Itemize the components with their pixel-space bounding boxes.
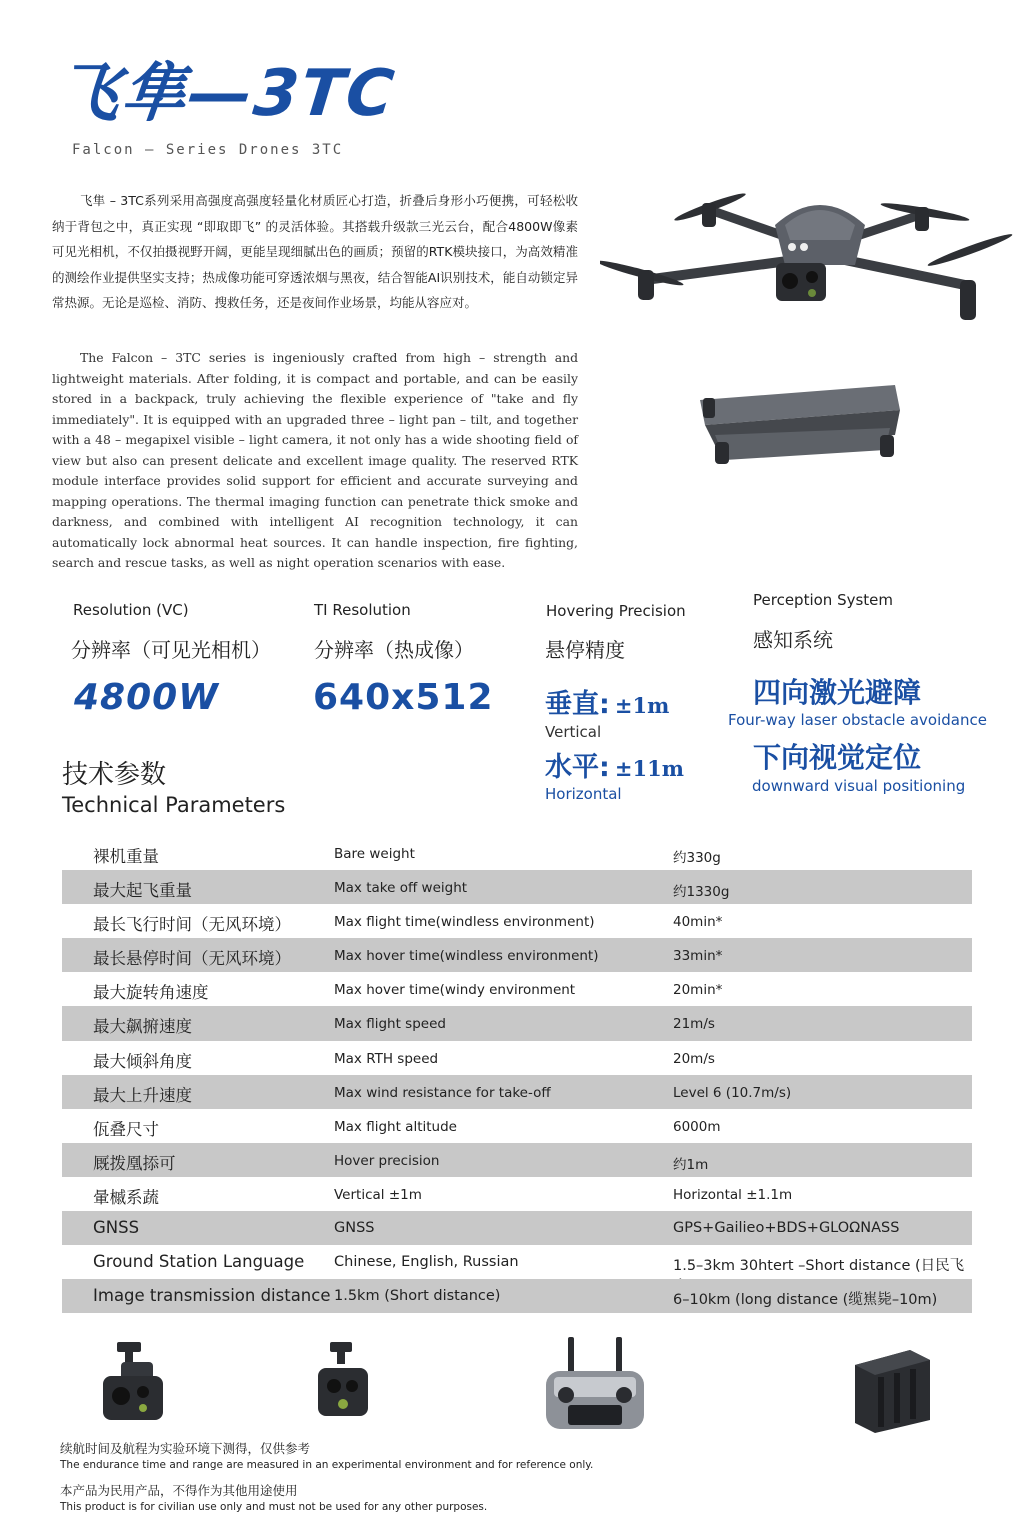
spec-name-zh: 厩拨凰掭可 bbox=[93, 1153, 176, 1173]
spec-name-en: 1.5km (Short distance) bbox=[334, 1288, 501, 1305]
gimbal-camera-small-icon bbox=[308, 1340, 378, 1425]
spec-value: 约1m bbox=[673, 1156, 709, 1173]
spec-name-en: Vertical ±1m bbox=[334, 1186, 422, 1203]
gimbal-camera-icon bbox=[95, 1340, 175, 1425]
spec-name-zh: 最大飙捬速度 bbox=[93, 1017, 192, 1037]
spec-name-en: Max hover time(windless environment) bbox=[334, 948, 599, 965]
spec-name-en: Chinese, English, Russian bbox=[334, 1254, 519, 1271]
spec-value: 20min* bbox=[673, 982, 723, 999]
spec-name-zh: 最大旋转角速度 bbox=[93, 983, 209, 1003]
battery-pack-icon bbox=[850, 1345, 940, 1435]
spec-name-zh: Image transmission distance bbox=[93, 1286, 331, 1306]
spec-name-zh: 最大上升速度 bbox=[93, 1085, 192, 1105]
spec-name-zh: GNSS bbox=[93, 1218, 140, 1238]
tech-title-en: Technical Parameters bbox=[62, 793, 286, 817]
vertical-value: ±1m bbox=[614, 693, 670, 718]
spec-name-zh: 裸机重量 bbox=[93, 847, 159, 866]
drone-folded-icon bbox=[695, 380, 915, 470]
spec-name-zh: 最长飞行时间（无风环境） bbox=[93, 915, 291, 935]
civilian-note-zh: 本产品为民用产品，不得作为其他用途使用 bbox=[60, 1483, 298, 1498]
spec-name-en: Max flight speed bbox=[334, 1016, 446, 1033]
table-row bbox=[62, 972, 972, 1006]
spec-value: Level 6 (10.7m/s) bbox=[673, 1084, 792, 1101]
table-row bbox=[62, 904, 972, 938]
table-row bbox=[62, 1041, 972, 1075]
table-row bbox=[62, 1177, 972, 1211]
laser-avoidance-en: Four-way laser obstacle avoidance bbox=[728, 711, 987, 729]
remote-controller-icon bbox=[540, 1335, 650, 1435]
drone-unfolded-icon bbox=[600, 185, 1020, 335]
spec-name-zh: 最长悬停时间（无风环境） bbox=[93, 949, 291, 969]
table-row bbox=[62, 1211, 972, 1245]
resolution-vc-label-en: Resolution (VC) bbox=[73, 601, 189, 619]
hovering-label-zh: 悬停精度 bbox=[545, 638, 625, 662]
spec-name-zh: 最大倾斜角度 bbox=[93, 1051, 192, 1071]
intro-chinese: 飞隼 – 3TC系列采用高强度高强度轻量化材质匠心打造，折叠后身形小巧便携，可轻松收纳于背包之中，真正实现 “即取即飞” 的灵活体验。其搭载升级款三光云台，配合4800W像素可见光相机，不仅拍摄视野开阔，更能呈现细腻出色的画质；预留的RTK模块接口，为高效精准的测绘作业提供坚实支持；热成像功能可穿透浓烟与黑夜，结合智能AI识别技术，能自动锁定异常热源。无论是巡检、消防、搜救任务，还是夜间作业场景，均能从容应对。 bbox=[52, 193, 578, 311]
horizontal-label-zh: 水平: bbox=[545, 752, 610, 783]
spec-name-en: Max flight time(windless environment) bbox=[334, 914, 595, 931]
table-row bbox=[62, 1075, 972, 1109]
perception-label-zh: 感知系统 bbox=[753, 628, 833, 652]
brand-title: 飞隼—3TC bbox=[52, 57, 400, 131]
table-row bbox=[62, 1279, 972, 1313]
ti-resolution-value: 640x512 bbox=[313, 677, 494, 718]
hovering-vertical bbox=[545, 682, 669, 721]
spec-value: 约1330g bbox=[673, 884, 730, 901]
spec-name-en: Max hover time(windy environment bbox=[334, 982, 576, 999]
visual-positioning-en: downward visual positioning bbox=[752, 777, 966, 795]
spec-name-en: Bare weight bbox=[334, 846, 415, 862]
table-row bbox=[62, 836, 972, 870]
ti-resolution-label-zh: 分辨率（热成像） bbox=[314, 638, 474, 662]
spec-value: 20m/s bbox=[673, 1050, 715, 1067]
spec-value: 33min* bbox=[673, 948, 723, 965]
spec-name-en: GNSS bbox=[334, 1220, 375, 1237]
vertical-label-en: Vertical bbox=[545, 723, 602, 741]
table-row bbox=[62, 1006, 972, 1040]
spec-value: GPS+Gailieo+BDS+GLOΩNASS bbox=[673, 1220, 900, 1237]
spec-table bbox=[62, 836, 972, 1313]
spec-value: 6–10km (long distance (缆嶣毙–10m) bbox=[673, 1292, 938, 1309]
civilian-note-en: This product is for civilian use only and must not be used for any other purposes. bbox=[60, 1501, 488, 1513]
spec-value: 40min* bbox=[673, 914, 723, 931]
spec-name-zh: 佤叠尺寸 bbox=[93, 1119, 159, 1139]
resolution-vc-label-zh: 分辨率（可见光相机） bbox=[71, 638, 271, 662]
spec-value: 6000m bbox=[673, 1118, 721, 1135]
table-row bbox=[62, 870, 972, 904]
spec-name-en: Max wind resistance for take-off bbox=[334, 1084, 551, 1101]
endurance-note-zh: 续航时间及航程为实验环境下测得，仅供参考 bbox=[60, 1441, 311, 1456]
perception-label-en: Perception System bbox=[753, 591, 894, 609]
table-row bbox=[62, 1245, 972, 1279]
spec-value: 1.5–3km 30htert –Short distance (日民飞 bbox=[673, 1258, 965, 1275]
hovering-label-en: Hovering Precision bbox=[546, 602, 686, 620]
spec-name-en: Max flight altitude bbox=[334, 1118, 457, 1135]
spec-value: Horizontal ±1.1m bbox=[673, 1186, 793, 1203]
intro-english: The Falcon – 3TC series is ingeniously crafted from high – strength and lightweight materials. After folding, it is compact and portable, and can be easily stored in a backpack, truly achieving the flexible experience of "take and fly immediately". It is equipped with an upgraded three – light pan – tilt, and together with a 48 – megapixel visible – light camera, it not only has a wide shooting field of view but also can present delicate and excellent image quality. The reserved RTK module interface provides solid support for efficient and accurate surveying and mapping operations. The thermal imaging function can penetrate thick smoke and darkness, and combined with intelligent AI recognition technology, it can automatically lock abnormal heat sources. It can handle inspection, fire fighting, search and rescue tasks, as well as night operation scenarios with ease. bbox=[52, 350, 578, 570]
laser-avoidance-zh: 四向激光避障 bbox=[753, 676, 922, 709]
table-row bbox=[62, 1143, 972, 1177]
resolution-vc-value: 4800W bbox=[74, 677, 219, 718]
spec-name-en: Hover precision bbox=[334, 1152, 440, 1169]
spec-value: 21m/s bbox=[673, 1016, 715, 1033]
hovering-horizontal bbox=[545, 745, 684, 784]
spec-value: 约330g bbox=[673, 850, 721, 866]
vertical-label-zh: 垂直: bbox=[545, 689, 610, 720]
horizontal-value: ±11m bbox=[614, 756, 684, 781]
horizontal-label-en: Horizontal bbox=[545, 785, 622, 803]
tech-title-zh: 技术参数 bbox=[62, 760, 167, 790]
brand-subtitle: Falcon – Series Drones 3TC bbox=[72, 142, 344, 158]
spec-name-en: Max take off weight bbox=[334, 880, 468, 897]
visual-positioning-zh: 下向视觉定位 bbox=[753, 741, 922, 774]
endurance-note-en: The endurance time and range are measured in an experimental environment and for reference only. bbox=[60, 1459, 594, 1471]
table-row bbox=[62, 1109, 972, 1143]
table-row bbox=[62, 938, 972, 972]
ti-resolution-label-en: TI Resolution bbox=[314, 601, 411, 619]
spec-name-zh: 暈槭系蔬 bbox=[93, 1187, 159, 1207]
spec-name-zh: Ground Station Language bbox=[93, 1252, 305, 1272]
spec-name-en: Max RTH speed bbox=[334, 1050, 439, 1067]
spec-name-zh: 最大起飞重量 bbox=[93, 881, 192, 901]
